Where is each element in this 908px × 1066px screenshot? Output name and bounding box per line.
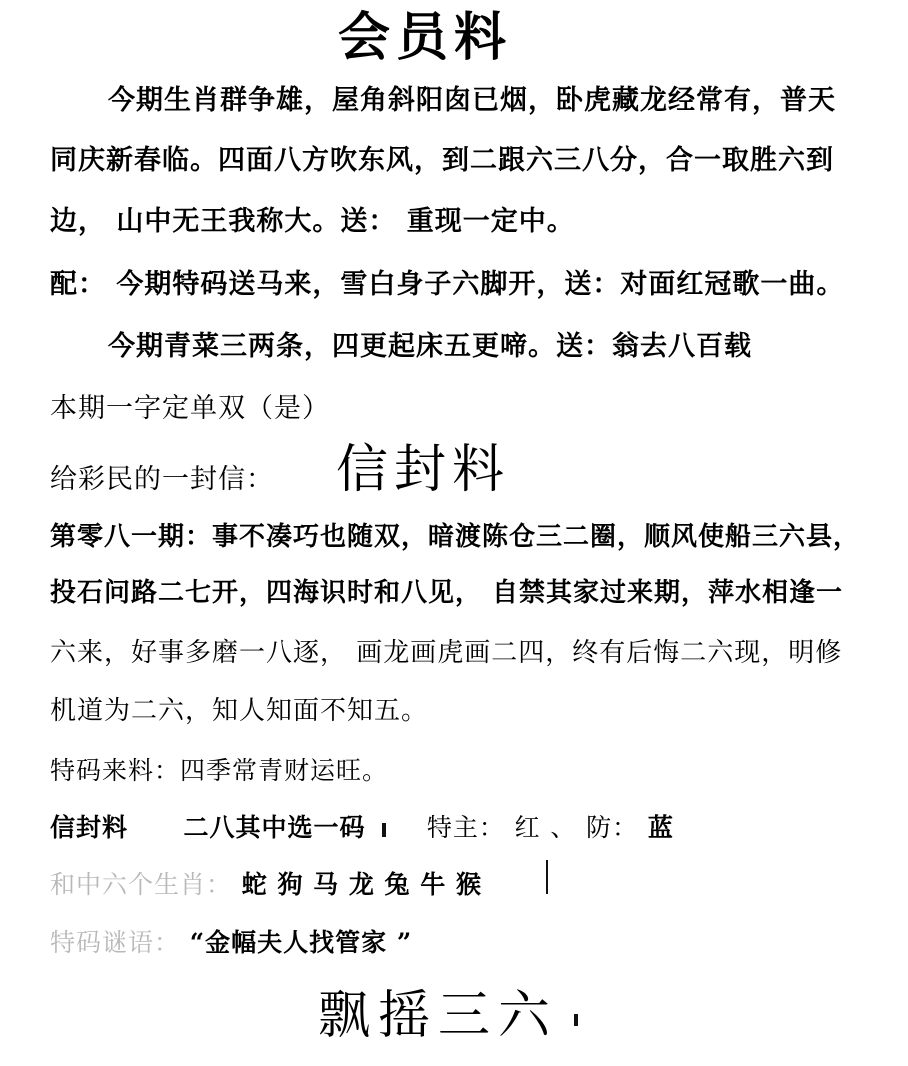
guard-color: 蓝	[647, 813, 674, 842]
letter-label: 给彩民的一封信：	[50, 464, 274, 495]
print-smudge	[382, 823, 386, 837]
footer-title: 飘摇三六	[318, 986, 559, 1046]
letter-line-3: 六来，好事多磨一八逐， 画龙画虎画二四，终有后悔二六现，明修	[50, 638, 843, 668]
zodiac-label: 和中六个生肖：	[50, 870, 233, 899]
envelope-line	[50, 811, 674, 845]
letter-line-4: 机道为二六，知人知面不知五。	[50, 696, 429, 726]
pei-line: 配： 今期特码送马来，雪白身子六脚开，送：对面红冠歌一曲。	[50, 269, 845, 300]
riddle-line	[50, 926, 412, 960]
poem-line-1: 今期生肖群争雄，屋角斜阳囱已烟，卧虎藏龙经常有，普天	[108, 85, 836, 116]
print-dot	[574, 1014, 578, 1026]
zodiac-animals: 蛇 狗 马 龙 兔 牛 猴	[241, 870, 482, 899]
print-mark	[546, 860, 548, 894]
letter-title: 信封料	[336, 440, 511, 500]
riddle-text: “金幅夫人找管家 ”	[189, 928, 413, 957]
separator: 、	[550, 813, 577, 842]
member-title: 会员料	[338, 7, 513, 68]
poem-line-3: 边， 山中无王我称大。送： 重现一定中。	[50, 206, 575, 237]
main-color-label: 特主：	[426, 813, 505, 842]
odd-even-line: 本期一字定单双（是）	[50, 393, 330, 424]
main-color: 红	[514, 813, 541, 842]
riddle-label: 特码谜语：	[50, 928, 181, 957]
vegetable-line: 今期青菜三两条，四更起床五更啼。送：翁去八百载	[108, 331, 752, 362]
envelope-label: 信封料	[50, 813, 129, 842]
envelope-pick: 二八其中选一码	[183, 813, 366, 842]
zodiac-line	[50, 868, 482, 902]
special-source-line: 特码来料：四季常青财运旺。	[50, 756, 389, 785]
guard-label: 防：	[586, 813, 639, 842]
letter-line-2: 投石问路二七开，四海识时和八见， 自禁其家过来期，萍水相逢一	[50, 578, 844, 608]
letter-line-1: 第零八一期：事不凑巧也随双，暗渡陈仓三二圈，顺风使船三六县，	[50, 522, 861, 552]
poem-line-2: 同庆新春临。四面八方吹东风，到二跟六三八分，合一取胜六到	[50, 145, 834, 176]
